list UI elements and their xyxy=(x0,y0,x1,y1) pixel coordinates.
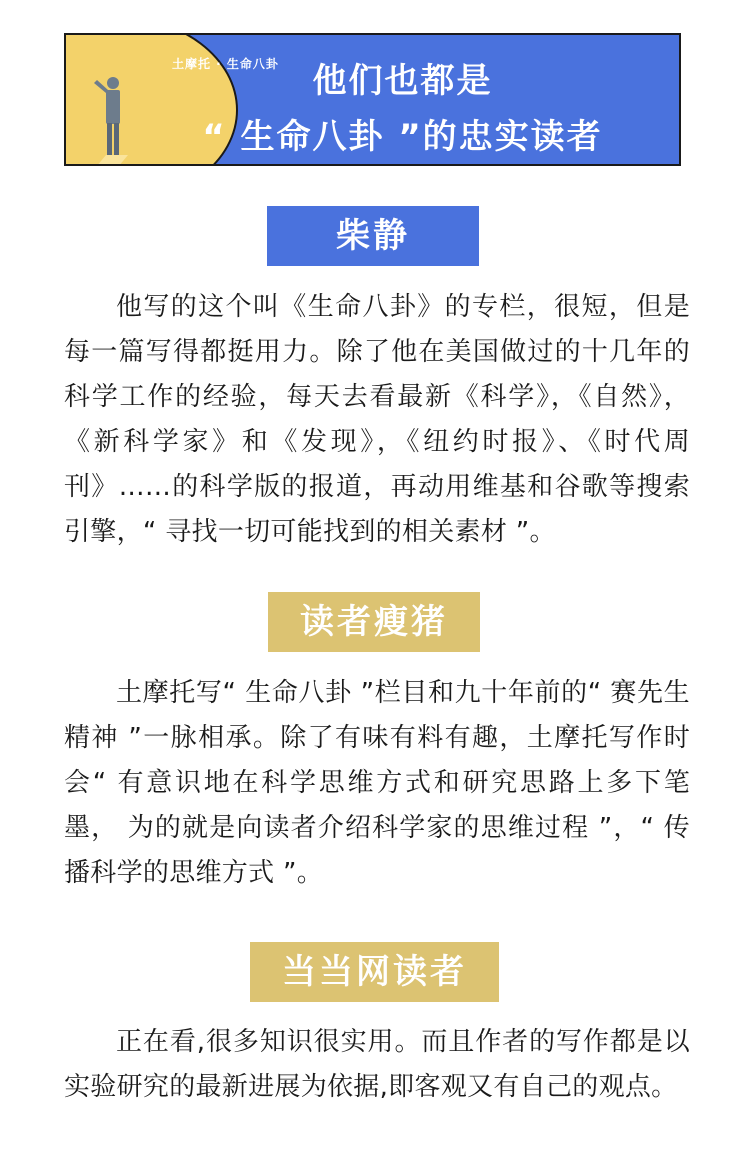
section-text-dangdang: 正在看,很多知识很实用。而且作者的写作都是以实验研究的最新进展为依据,即客观又有自己的观点。 xyxy=(64,1027,690,1102)
section-heading-chaijing: 柴静 xyxy=(267,206,479,266)
banner-tag: 土摩托 · 生命八卦 xyxy=(172,57,279,71)
section-heading-dangdang: 当当网读者 xyxy=(250,942,499,1002)
section-text-chaijing: 他写的这个叫《生命八卦》的专栏，很短，但是每一篇写得都挺用力。除了他在美国做过的十几年的科学工作的经验，每天去看最新《科学》，《自然》，《新科学家》和《发现》，《纽约时报》、《时代周刊》……的科学版的报道，再动用维基和谷歌等搜索引擎，“ 寻找一切可能找到的相关素材 ”。 xyxy=(64,292,690,547)
banner-title-line1: 他们也都是 xyxy=(312,61,493,101)
header-banner xyxy=(64,33,681,166)
banner-title-line2: “ 生命八卦 ”的忠实读者 xyxy=(202,117,603,157)
section-heading-shouzhu: 读者瘦猪 xyxy=(268,592,480,652)
section-text-shouzhu: 土摩托写“ 生命八卦 ”栏目和九十年前的“ 赛先生精神 ”一脉相承。除了有味有料有趣，土摩托写作时会“ 有意识地在科学思维方式和研究思路上多下笔墨， 为的就是向读者介绍科学家的思维过程 ”，“ 传播科学的思维方式 ”。 xyxy=(64,678,690,888)
